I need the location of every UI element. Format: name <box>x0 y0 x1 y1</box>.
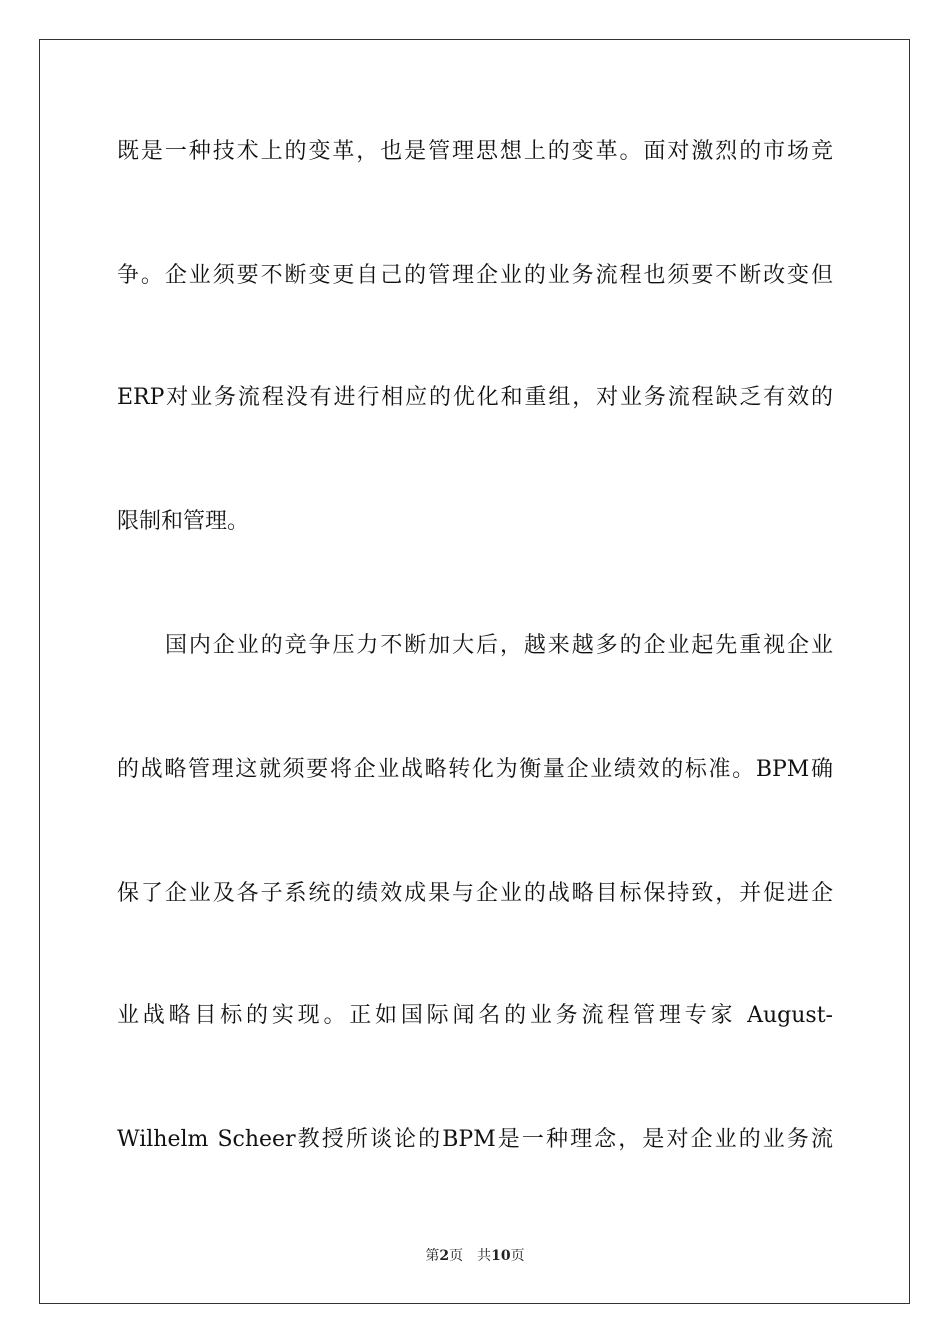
text-line-8: 业战略目标的实现。正如国际闻名的业务流程管理专家 August- <box>117 1003 833 1028</box>
text-line-2: 争。企业须要不断变更自己的管理企业的业务流程也须要不断改变但 <box>117 263 833 288</box>
text-line-4: 限制和管理。 <box>117 509 250 534</box>
page-footer <box>0 1246 950 1266</box>
text-line-7: 保了企业及各子系统的绩效成果与企业的战略目标保持致，并促进企 <box>117 881 833 906</box>
page-suffix: 页 <box>449 1248 464 1264</box>
total-suffix: 页 <box>510 1248 525 1264</box>
total-prefix: 共 <box>477 1248 492 1264</box>
page-number: 2 <box>439 1248 450 1264</box>
total-pages: 10 <box>491 1248 511 1264</box>
text-line-9: Wilhelm Scheer教授所谈论的BPM是一种理念，是对企业的业务流 <box>117 1127 833 1152</box>
text-line-1: 既是一种技术上的变革，也是管理思想上的变革。面对激烈的市场竞 <box>117 139 833 164</box>
page-border <box>39 39 910 1304</box>
text-line-6: 的战略管理这就须要将企业战略转化为衡量企业绩效的标准。BPM确 <box>117 757 833 782</box>
page-prefix: 第 <box>425 1248 440 1264</box>
text-line-3: ERP对业务流程没有进行相应的优化和重组，对业务流程缺乏有效的 <box>117 385 833 410</box>
text-line-5: 国内企业的竞争压力不断加大后，越来越多的企业起先重视企业 <box>165 633 833 658</box>
